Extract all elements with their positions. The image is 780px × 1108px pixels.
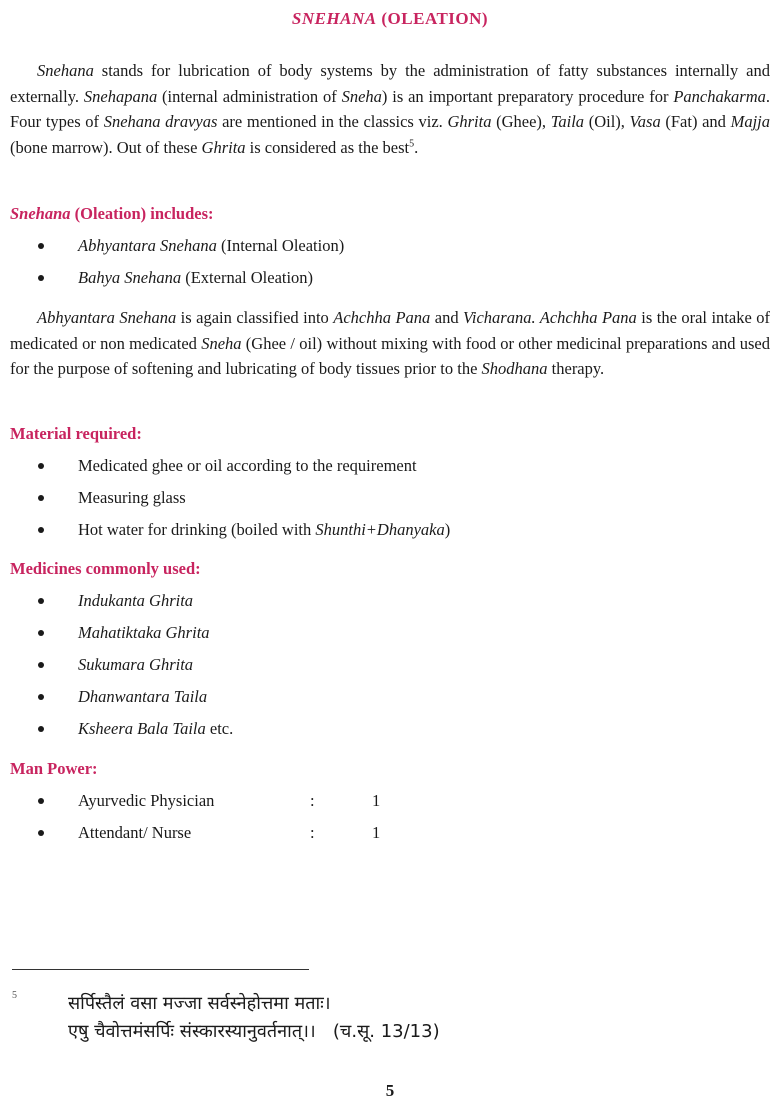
material-list bbox=[0, 450, 450, 546]
list-item bbox=[0, 262, 344, 294]
text: is considered as the best bbox=[245, 137, 410, 157]
includes-list bbox=[0, 230, 344, 294]
footnote-verse-line-2 bbox=[68, 1019, 440, 1043]
title-rest: (OLEATION) bbox=[376, 9, 489, 28]
list-item bbox=[0, 785, 380, 817]
footnote-divider bbox=[12, 969, 309, 970]
term: Majja bbox=[730, 112, 770, 131]
material-heading: Material required: bbox=[10, 424, 142, 443]
list-item bbox=[0, 585, 233, 617]
term: Achchha Pana bbox=[333, 308, 431, 327]
term: Panchakarma bbox=[673, 86, 766, 106]
text: . bbox=[414, 137, 419, 157]
term: Shodhana bbox=[481, 359, 548, 378]
term: Taila bbox=[550, 112, 585, 131]
text: is again classified into bbox=[176, 308, 334, 327]
bullet-icon bbox=[38, 598, 44, 604]
term: Vicharana. Achchha Pana bbox=[463, 308, 637, 327]
role-count: 1 bbox=[372, 791, 381, 810]
item-desc: (Internal Oleation) bbox=[216, 236, 345, 255]
includes-heading bbox=[10, 204, 214, 224]
text: (Fat) and bbox=[660, 112, 731, 131]
role-label: Ayurvedic Physician bbox=[78, 791, 215, 810]
item-text: Hot water for drinking (boiled with bbox=[78, 520, 316, 539]
intro-paragraph bbox=[10, 58, 770, 160]
bullet-icon bbox=[38, 830, 44, 836]
classification-paragraph bbox=[10, 305, 770, 382]
separator: : bbox=[310, 823, 315, 842]
list-item bbox=[0, 514, 450, 546]
verse-reference: (च.सू. 13/13) bbox=[332, 1021, 440, 1042]
list-item bbox=[0, 649, 233, 681]
list-item bbox=[0, 713, 233, 745]
bullet-icon bbox=[38, 798, 44, 804]
list-item bbox=[0, 681, 233, 713]
term: Sneha bbox=[201, 333, 242, 353]
manpower-heading: Man Power: bbox=[10, 759, 98, 778]
bullet-icon bbox=[38, 495, 44, 501]
medicines-list bbox=[0, 585, 233, 745]
list-item bbox=[0, 817, 380, 849]
footnote-ref: 5 bbox=[409, 138, 415, 149]
item-suffix: etc. bbox=[205, 719, 234, 738]
term: Snehana bbox=[37, 61, 94, 80]
verse-text: एषु चैवोत्तमंसर्पिः संस्कारस्यानुवर्तनात्।। bbox=[68, 1021, 316, 1042]
footnote-verse-line-1: सर्पिस्तैलं वसा मज्जा सर्वस्नेहोत्तमा मताः। bbox=[68, 993, 331, 1014]
item-term: Shunthi+Dhanyaka bbox=[315, 520, 445, 539]
term: Vasa bbox=[629, 112, 661, 131]
term: Sneha bbox=[341, 86, 382, 106]
text: (internal administration of bbox=[157, 86, 342, 106]
term: Snehapana bbox=[83, 86, 158, 106]
text: and bbox=[430, 308, 464, 327]
page-number: 5 bbox=[385, 1081, 395, 1100]
term: Snehana dravyas bbox=[103, 112, 218, 131]
bullet-icon bbox=[38, 694, 44, 700]
item-term: Indukanta Ghrita bbox=[78, 591, 194, 610]
page-title bbox=[0, 9, 780, 29]
heading-italic: Snehana bbox=[10, 204, 71, 223]
text: is the oral intake of medicated or non medicated bbox=[10, 308, 770, 353]
text: . Four types of bbox=[10, 86, 771, 131]
item-term: Ksheera Bala Taila bbox=[78, 719, 206, 738]
item-term: Sukumara Ghrita bbox=[78, 655, 194, 674]
role-count: 1 bbox=[372, 823, 381, 842]
bullet-icon bbox=[38, 275, 44, 281]
title-italic: SNEHANA bbox=[291, 9, 377, 28]
item-term: Bahya Snehana bbox=[78, 268, 182, 287]
bullet-icon bbox=[38, 630, 44, 636]
item-text: Medicated ghee or oil according to the requirement bbox=[78, 456, 417, 475]
list-item bbox=[0, 450, 450, 482]
bullet-icon bbox=[38, 662, 44, 668]
separator: : bbox=[310, 791, 315, 810]
bullet-icon bbox=[38, 726, 44, 732]
manpower-list bbox=[0, 785, 380, 849]
bullet-icon bbox=[38, 243, 44, 249]
item-text: ) bbox=[444, 520, 451, 539]
text: (Ghee), bbox=[491, 112, 551, 131]
bullet-icon bbox=[38, 463, 44, 469]
bullet-icon bbox=[38, 527, 44, 533]
text: stands for lubrication of body systems by the administration of fatty substances internally and externally. bbox=[10, 61, 770, 106]
text: therapy. bbox=[547, 359, 605, 378]
list-item bbox=[0, 482, 450, 514]
list-item bbox=[0, 230, 344, 262]
term: Ghrita bbox=[201, 137, 246, 157]
medicines-heading: Medicines commonly used: bbox=[10, 559, 201, 578]
item-text: Measuring glass bbox=[78, 488, 186, 507]
text: (Oil), bbox=[584, 112, 630, 131]
role-label: Attendant/ Nurse bbox=[78, 823, 192, 842]
footnote-mark: 5 bbox=[12, 990, 17, 1001]
text: (bone marrow). Out of these bbox=[10, 137, 202, 157]
list-item bbox=[0, 617, 233, 649]
item-term: Mahatiktaka Ghrita bbox=[78, 623, 210, 642]
item-term: Dhanwantara Taila bbox=[78, 687, 208, 706]
term: Abhyantara Snehana bbox=[37, 308, 177, 327]
text: are mentioned in the classics viz. bbox=[217, 112, 448, 131]
heading-rest: (Oleation) includes: bbox=[70, 204, 214, 223]
term: Ghrita bbox=[447, 112, 492, 131]
text: ) is an important preparatory procedure for bbox=[381, 86, 674, 106]
text: (Ghee / oil) without mixing with food or other medicinal preparations and used for the purpose of softening and lubricating of body tissues prior to the bbox=[10, 333, 770, 378]
item-desc: (External Oleation) bbox=[181, 268, 314, 287]
item-term: Abhyantara Snehana bbox=[78, 236, 217, 255]
